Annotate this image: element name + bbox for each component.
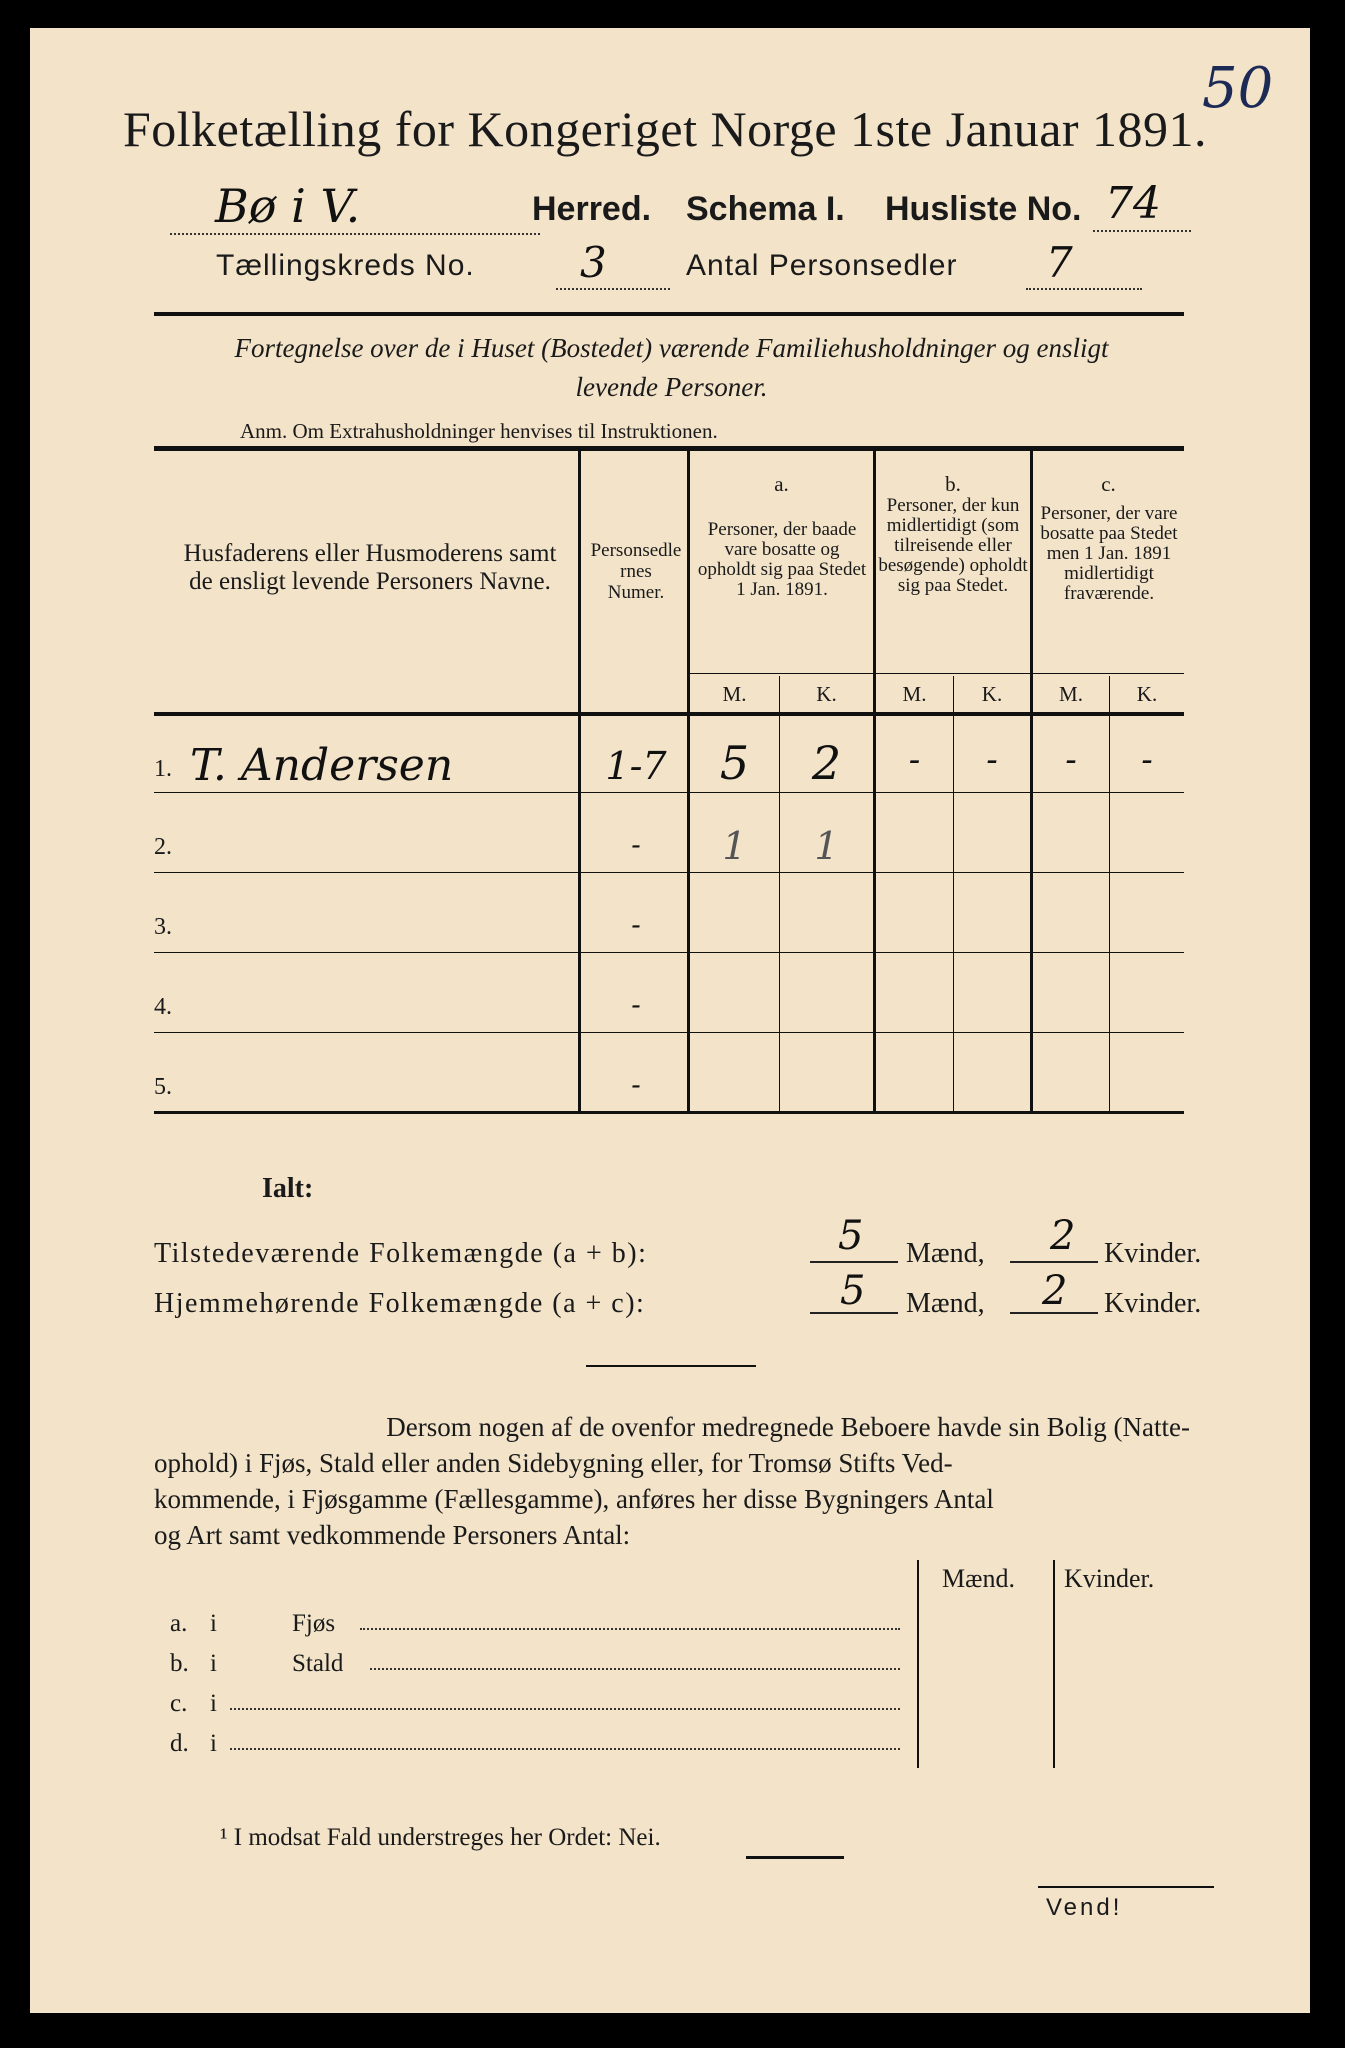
header-names: Husfaderens eller Husmoderens samt de ensligt levende Personers Navne. <box>183 540 557 595</box>
item-dotted-line <box>360 1628 900 1630</box>
hjemme-maend: 5 <box>840 1268 866 1314</box>
buildings-maend-header: Mænd. <box>942 1564 1015 1593</box>
row-line-3 <box>154 952 1184 953</box>
herred-value: Bø i V. <box>215 179 361 233</box>
header-b-letter: b. <box>945 472 961 496</box>
form-title: Folketælling for Kongeriget Norge 1ste Januar 1891. <box>122 101 1208 157</box>
row-sedler: - <box>631 988 641 1021</box>
intro-line-2: levende Personer. <box>575 372 768 402</box>
row-b-k: - <box>986 740 998 780</box>
item-letter: a. <box>170 1610 188 1637</box>
col-divider-names <box>578 451 581 1113</box>
row-line-4 <box>154 1032 1184 1033</box>
row-number: 2. <box>154 834 172 860</box>
header-divider <box>154 312 1184 316</box>
buildings-para-2: ophold) i Fjøs, Stald eller anden Sidebygning eller, for Tromsø Stifts Ved- <box>154 1448 953 1478</box>
footer-note: ¹ I modsat Fald understreges her Ordet: Nei. <box>220 1824 661 1851</box>
row-a-k: 1 <box>814 824 839 868</box>
header-c-letter: c. <box>1101 472 1116 496</box>
header-a: Personer, der baade vare bosatte og opholdt sig paa Stedet 1 Jan. 1891. <box>697 519 867 600</box>
hjemme-kvinder-label: Kvinder. <box>1104 1288 1202 1319</box>
item-dotted-line <box>230 1708 900 1710</box>
row-number: 4. <box>154 994 172 1020</box>
row-sedler: - <box>631 828 641 861</box>
hjemme-maend-field <box>810 1268 898 1314</box>
row-a-m: 1 <box>722 824 747 868</box>
header-b: Personer, der kun midlertidigt (som tilreisende eller besøgende) opholdt sig paa Stedet. <box>878 495 1028 596</box>
header-sedler: Personsedlernes Numer. <box>590 540 682 603</box>
col-divider-b <box>1030 451 1033 1113</box>
vend-rule <box>1038 1886 1214 1888</box>
row-sedler: - <box>631 1068 641 1101</box>
row-name: T. Andersen <box>190 740 454 791</box>
buildings-col-divider-2 <box>1053 1560 1055 1768</box>
husliste-field <box>1093 178 1191 232</box>
buildings-para-3: kommende, i Fjøsgamme (Fællesgamme), anføres her disse Bygningers Antal <box>154 1484 994 1514</box>
row-sedler: 1-7 <box>605 744 667 788</box>
antal-value: 7 <box>1046 238 1073 287</box>
row-number: 3. <box>154 914 172 940</box>
item-letter: b. <box>170 1650 189 1677</box>
antal-label: Antal Personsedler <box>686 249 958 282</box>
buildings-col-divider-1 <box>917 1560 919 1768</box>
row-a-k: 2 <box>811 736 842 790</box>
hjemme-maend-label: Mænd, <box>906 1288 985 1319</box>
totals-divider <box>586 1365 756 1367</box>
hjemme-kvinder-field <box>1010 1268 1098 1314</box>
item-i: i <box>210 1690 217 1717</box>
buildings-para-1: Dersom nogen af de ovenfor medregnede Beboere havde sin Bolig (Natte- <box>386 1412 1190 1442</box>
item-label: Fjøs <box>292 1610 336 1637</box>
item-i: i <box>210 1650 217 1677</box>
row-b-m: - <box>908 740 921 780</box>
herred-label: Herred. <box>532 190 652 228</box>
tilstede-kvinder-field <box>1010 1213 1098 1263</box>
item-letter: d. <box>170 1730 189 1757</box>
header-a-letter: a. <box>774 472 789 496</box>
schema-label: Schema I. <box>686 190 845 228</box>
row-number: 5. <box>154 1074 172 1100</box>
row-sedler: - <box>631 908 641 941</box>
item-letter: c. <box>170 1690 188 1717</box>
item-i: i <box>210 1730 217 1757</box>
c-m-label: M. <box>1059 682 1083 706</box>
row-line-1 <box>154 792 1184 793</box>
item-i: i <box>210 1610 217 1637</box>
header-c: Personer, der vare bosatte paa Stedet men 1 Jan. 1891 midlertidigt fraværende. <box>1040 503 1178 604</box>
intro-line-1: Fortegnelse over de i Huset (Bostedet) værende Familiehusholdninger og ensligt <box>234 333 1109 363</box>
vend-label: Vend! <box>1046 1894 1123 1921</box>
a-m-label: M. <box>722 682 747 706</box>
kreds-field <box>556 238 670 290</box>
husliste-value: 74 <box>1105 178 1161 229</box>
col-divider-a <box>873 451 876 1113</box>
kreds-label: Tællingskreds No. <box>216 249 475 282</box>
nei-underline <box>746 1856 844 1859</box>
c-k-label: K. <box>1136 682 1158 706</box>
item-label: Stald <box>292 1650 344 1677</box>
item-dotted-line <box>370 1668 900 1670</box>
kreds-value: 3 <box>580 238 607 287</box>
b-m-label: M. <box>902 682 927 706</box>
buildings-para-4: og Art samt vedkommende Personers Antal: <box>154 1520 631 1550</box>
tilstede-label: Tilstedeværende Folkemængde (a + b): <box>154 1238 648 1269</box>
ialt-label: Ialt: <box>262 1173 314 1204</box>
row-c-k: - <box>1141 740 1153 780</box>
buildings-kvinder-header: Kvinder. <box>1064 1564 1155 1593</box>
hjemme-label: Hjemmehørende Folkemængde (a + c): <box>154 1288 646 1319</box>
tilstede-maend-field <box>810 1213 898 1263</box>
mk-subheader-rule <box>690 673 1184 674</box>
corner-page-number: 50 <box>1202 56 1274 121</box>
census-form-page <box>30 28 1310 2013</box>
hjemme-kvinder: 2 <box>1042 1268 1068 1314</box>
row-number: 1. <box>154 756 172 782</box>
row-line-2 <box>154 872 1184 873</box>
tilstede-kvinder: 2 <box>1050 1213 1076 1259</box>
row-c-m: - <box>1065 740 1077 780</box>
antal-field <box>1026 238 1142 290</box>
row-a-m: 5 <box>719 736 750 790</box>
husliste-label: Husliste No. <box>885 190 1082 228</box>
herred-field <box>170 179 540 235</box>
b-k-label: K. <box>981 682 1003 706</box>
item-dotted-line <box>230 1748 900 1750</box>
tilstede-kvinder-label: Kvinder. <box>1104 1238 1202 1269</box>
tilstede-maend-label: Mænd, <box>906 1238 985 1269</box>
intro-note: Anm. Om Extrahusholdninger henvises til Instruktionen. <box>240 419 718 443</box>
a-k-label: K. <box>816 682 837 706</box>
tilstede-maend: 5 <box>838 1213 864 1259</box>
